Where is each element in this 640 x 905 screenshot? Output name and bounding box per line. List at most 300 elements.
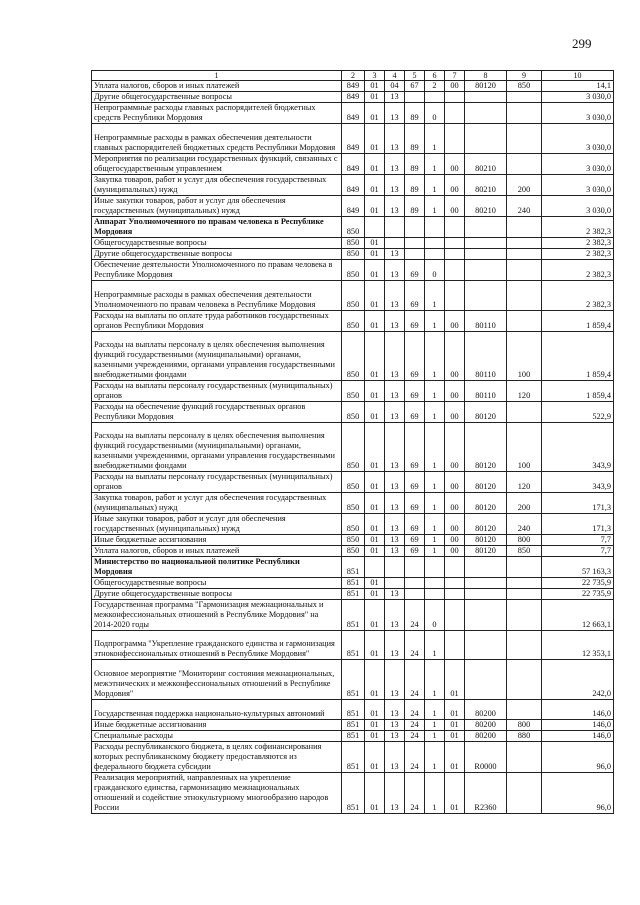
row-program <box>405 588 425 599</box>
table-row <box>92 237 614 248</box>
row-amount: 343,9 <box>542 422 614 471</box>
row-name: Подпрограмма "Укрепление гражданского единства и гармонизация этноконфессиональных отношений в Республике Мордовия" <box>92 630 342 660</box>
row-section: 01 <box>365 124 385 154</box>
row-subprogram <box>425 556 445 577</box>
row-event: 00 <box>445 401 465 422</box>
row-subprogram <box>425 248 445 259</box>
table-row <box>92 124 614 154</box>
row-event: 00 <box>445 534 465 545</box>
row-amount: 22 735,9 <box>542 577 614 588</box>
row-program: 69 <box>405 401 425 422</box>
row-event <box>445 259 465 280</box>
row-expense-type: 200 <box>507 174 542 195</box>
row-subprogram <box>425 237 445 248</box>
row-expense-type <box>507 92 542 103</box>
row-event: 00 <box>445 153 465 174</box>
row-section: 01 <box>365 331 385 380</box>
row-section: 01 <box>365 741 385 772</box>
table-row <box>92 92 614 103</box>
row-subsection: 04 <box>385 81 405 92</box>
row-program: 69 <box>405 422 425 471</box>
row-expense-type <box>507 577 542 588</box>
row-event: 00 <box>445 492 465 513</box>
table-row <box>92 630 614 660</box>
row-event: 00 <box>445 545 465 556</box>
table-row <box>92 577 614 588</box>
row-subprogram <box>425 588 445 599</box>
row-section: 01 <box>365 599 385 630</box>
row-amount: 3 030,0 <box>542 153 614 174</box>
row-name: Расходы на выплаты по оплате труда работников государственных органов Республики Мордовия <box>92 310 342 331</box>
row-subprogram: 2 <box>425 81 445 92</box>
row-amount: 146,0 <box>542 730 614 741</box>
row-name: Непрограммные расходы в рамках обеспечения деятельности главных распорядителей бюджетных средств Республики Мордовия <box>92 124 342 154</box>
table-row <box>92 492 614 513</box>
row-name: Уплата налогов, сборов и иных платежей <box>92 81 342 92</box>
row-expense-type: 200 <box>507 492 542 513</box>
row-amount: 2 382,3 <box>542 216 614 237</box>
row-section: 01 <box>365 248 385 259</box>
row-direction: 80120 <box>465 471 507 492</box>
table-row <box>92 380 614 401</box>
row-name: Расходы на выплаты персоналу государственных (муниципальных) органов <box>92 471 342 492</box>
row-section: 01 <box>365 81 385 92</box>
row-subsection: 13 <box>385 195 405 216</box>
row-program: 89 <box>405 124 425 154</box>
row-amount: 12 663,1 <box>542 599 614 630</box>
row-expense-type <box>507 248 542 259</box>
row-expense-type <box>507 630 542 660</box>
table-row <box>92 741 614 772</box>
row-subsection <box>385 216 405 237</box>
row-section: 01 <box>365 730 385 741</box>
row-event: 00 <box>445 310 465 331</box>
row-section: 01 <box>365 380 385 401</box>
row-program: 69 <box>405 380 425 401</box>
row-subsection: 13 <box>385 471 405 492</box>
row-event <box>445 556 465 577</box>
row-expense-type: 100 <box>507 422 542 471</box>
row-name: Общегосударственные вопросы <box>92 577 342 588</box>
row-gov-code: 850 <box>342 422 365 471</box>
row-subprogram: 1 <box>425 124 445 154</box>
row-expense-type <box>507 588 542 599</box>
row-gov-code: 849 <box>342 153 365 174</box>
table-row <box>92 153 614 174</box>
row-gov-code: 851 <box>342 660 365 699</box>
row-name: Уплата налогов, сборов и иных платежей <box>92 545 342 556</box>
row-event: 00 <box>445 331 465 380</box>
row-direction: 80200 <box>465 730 507 741</box>
row-section <box>365 556 385 577</box>
row-program: 69 <box>405 545 425 556</box>
row-direction: 80120 <box>465 422 507 471</box>
header-cell: 9 <box>507 71 542 81</box>
table-row <box>92 81 614 92</box>
row-expense-type: 850 <box>507 81 542 92</box>
row-direction: 80120 <box>465 534 507 545</box>
row-event <box>445 92 465 103</box>
row-direction <box>465 103 507 124</box>
row-direction: 80120 <box>465 401 507 422</box>
row-program: 89 <box>405 195 425 216</box>
row-name: Мероприятия по реализации государственных функций, связанных с общегосударственным управлением <box>92 153 342 174</box>
row-event: 00 <box>445 195 465 216</box>
row-subsection: 13 <box>385 259 405 280</box>
row-event <box>445 248 465 259</box>
row-direction: R0000 <box>465 741 507 772</box>
table-row <box>92 719 614 730</box>
row-program <box>405 237 425 248</box>
row-event: 01 <box>445 660 465 699</box>
row-direction: 80200 <box>465 719 507 730</box>
row-section <box>365 216 385 237</box>
row-event <box>445 280 465 310</box>
header-cell: 10 <box>542 71 614 81</box>
row-gov-code: 849 <box>342 195 365 216</box>
row-direction <box>465 259 507 280</box>
row-amount: 522,9 <box>542 401 614 422</box>
row-subprogram <box>425 92 445 103</box>
row-name: Иные бюджетные ассигнования <box>92 719 342 730</box>
header-cell: 1 <box>92 71 342 81</box>
row-section: 01 <box>365 195 385 216</box>
row-program: 69 <box>405 513 425 534</box>
row-name: Расходы на выплаты персоналу в целях обеспечения выполнения функций государственными (муниципальными) органами, казенными учреждениями, органами управления государственными внебюджетными фондами <box>92 331 342 380</box>
row-amount: 1 859,4 <box>542 380 614 401</box>
row-event: 00 <box>445 513 465 534</box>
row-section: 01 <box>365 92 385 103</box>
row-program: 69 <box>405 310 425 331</box>
row-gov-code: 849 <box>342 103 365 124</box>
table-row <box>92 588 614 599</box>
row-section: 01 <box>365 237 385 248</box>
row-subsection: 13 <box>385 103 405 124</box>
row-section: 01 <box>365 492 385 513</box>
row-direction: 80120 <box>465 492 507 513</box>
table-row <box>92 310 614 331</box>
row-section: 01 <box>365 401 385 422</box>
row-expense-type <box>507 153 542 174</box>
row-direction <box>465 577 507 588</box>
row-section: 01 <box>365 103 385 124</box>
row-program: 69 <box>405 534 425 545</box>
row-subsection: 13 <box>385 401 405 422</box>
row-subprogram: 1 <box>425 492 445 513</box>
row-subsection: 13 <box>385 588 405 599</box>
row-expense-type: 800 <box>507 534 542 545</box>
row-amount: 146,0 <box>542 699 614 719</box>
row-direction: 80120 <box>465 545 507 556</box>
table-row <box>92 422 614 471</box>
row-section: 01 <box>365 699 385 719</box>
row-name: Реализация мероприятий, направленных на укрепление гражданского единства, гармонизацию межнациональных отношений и содействие этнокультурному многообразию народов России <box>92 772 342 813</box>
row-subsection: 13 <box>385 545 405 556</box>
row-event: 01 <box>445 730 465 741</box>
row-amount: 2 382,3 <box>542 237 614 248</box>
row-event: 00 <box>445 471 465 492</box>
row-name: Государственная программа "Гармонизация межнациональных и межконфессиональных отношений в Республике Мордовия" на 2014-2020 годы <box>92 599 342 630</box>
row-amount: 3 030,0 <box>542 124 614 154</box>
row-expense-type <box>507 216 542 237</box>
row-gov-code: 850 <box>342 545 365 556</box>
row-amount: 12 353,1 <box>542 630 614 660</box>
row-amount: 2 382,3 <box>542 248 614 259</box>
row-subprogram: 1 <box>425 699 445 719</box>
row-section: 01 <box>365 719 385 730</box>
row-section: 01 <box>365 660 385 699</box>
row-section: 01 <box>365 310 385 331</box>
row-direction <box>465 237 507 248</box>
row-expense-type: 100 <box>507 331 542 380</box>
row-name: Иные бюджетные ассигнования <box>92 534 342 545</box>
table-row <box>92 331 614 380</box>
row-subsection: 13 <box>385 248 405 259</box>
table-row <box>92 599 614 630</box>
row-name: Другие общегосударственные вопросы <box>92 92 342 103</box>
table-row <box>92 699 614 719</box>
row-name: Основное мероприятие "Мониторинг состояния межнациональных, межэтнических и межконфессиональных отношений в Республике Мордовия" <box>92 660 342 699</box>
row-expense-type: 800 <box>507 719 542 730</box>
row-event <box>445 103 465 124</box>
row-name: Общегосударственные вопросы <box>92 237 342 248</box>
row-subprogram: 1 <box>425 310 445 331</box>
row-direction <box>465 248 507 259</box>
header-cell: 5 <box>405 71 425 81</box>
row-gov-code: 850 <box>342 513 365 534</box>
row-program: 24 <box>405 772 425 813</box>
row-amount: 7,7 <box>542 545 614 556</box>
row-subprogram: 1 <box>425 741 445 772</box>
row-gov-code: 850 <box>342 401 365 422</box>
row-subsection: 13 <box>385 660 405 699</box>
row-amount: 22 735,9 <box>542 588 614 599</box>
row-gov-code: 851 <box>342 577 365 588</box>
row-subsection: 13 <box>385 380 405 401</box>
table-row <box>92 259 614 280</box>
row-subsection: 13 <box>385 92 405 103</box>
row-subprogram: 1 <box>425 719 445 730</box>
row-program <box>405 248 425 259</box>
row-event: 01 <box>445 772 465 813</box>
row-name: Расходы республиканского бюджета, в целях софинансирования которых республиканскому бюджету предоставляются из федерального бюджета субсидии <box>92 741 342 772</box>
row-expense-type <box>507 741 542 772</box>
row-subprogram: 0 <box>425 103 445 124</box>
header-cell: 6 <box>425 71 445 81</box>
row-amount: 171,3 <box>542 513 614 534</box>
row-amount: 1 859,4 <box>542 331 614 380</box>
row-event: 00 <box>445 380 465 401</box>
row-direction <box>465 599 507 630</box>
row-gov-code: 850 <box>342 331 365 380</box>
row-subprogram <box>425 216 445 237</box>
row-amount: 2 382,3 <box>542 259 614 280</box>
row-program: 69 <box>405 280 425 310</box>
row-subprogram: 1 <box>425 195 445 216</box>
row-program <box>405 577 425 588</box>
row-program: 24 <box>405 730 425 741</box>
table-row <box>92 280 614 310</box>
row-program: 24 <box>405 630 425 660</box>
row-direction <box>465 216 507 237</box>
row-gov-code: 851 <box>342 730 365 741</box>
row-program <box>405 92 425 103</box>
row-event <box>445 630 465 660</box>
table-row <box>92 545 614 556</box>
row-gov-code: 850 <box>342 248 365 259</box>
row-expense-type <box>507 124 542 154</box>
row-expense-type <box>507 556 542 577</box>
row-subprogram: 1 <box>425 153 445 174</box>
row-event <box>445 577 465 588</box>
row-subprogram: 0 <box>425 599 445 630</box>
row-program: 89 <box>405 153 425 174</box>
row-gov-code: 849 <box>342 124 365 154</box>
row-amount: 146,0 <box>542 719 614 730</box>
row-program: 89 <box>405 103 425 124</box>
row-subsection: 13 <box>385 741 405 772</box>
row-subsection: 13 <box>385 699 405 719</box>
row-event <box>445 124 465 154</box>
row-section: 01 <box>365 280 385 310</box>
row-name: Другие общегосударственные вопросы <box>92 588 342 599</box>
header-cell: 4 <box>385 71 405 81</box>
row-name: Расходы на выплаты персоналу государственных (муниципальных) органов <box>92 380 342 401</box>
row-name: Обеспечение деятельности Уполномоченного по правам человека в Республике Мордовия <box>92 259 342 280</box>
row-name: Закупка товаров, работ и услуг для обеспечения государственных (муниципальных) нужд <box>92 492 342 513</box>
row-gov-code: 851 <box>342 630 365 660</box>
row-subprogram: 1 <box>425 534 445 545</box>
row-gov-code: 851 <box>342 588 365 599</box>
row-program: 69 <box>405 331 425 380</box>
row-expense-type <box>507 699 542 719</box>
row-direction <box>465 124 507 154</box>
row-event <box>445 599 465 630</box>
row-amount: 1 859,4 <box>542 310 614 331</box>
row-amount: 3 030,0 <box>542 195 614 216</box>
row-program: 69 <box>405 259 425 280</box>
row-subsection: 13 <box>385 422 405 471</box>
row-name: Специальные расходы <box>92 730 342 741</box>
row-direction <box>465 630 507 660</box>
row-section: 01 <box>365 153 385 174</box>
row-gov-code: 851 <box>342 699 365 719</box>
row-subprogram: 1 <box>425 630 445 660</box>
row-program: 69 <box>405 471 425 492</box>
table-row <box>92 195 614 216</box>
row-name: Иные закупки товаров, работ и услуг для обеспечения государственных (муниципальных) нужд <box>92 513 342 534</box>
row-expense-type <box>507 772 542 813</box>
row-section: 01 <box>365 513 385 534</box>
row-subprogram <box>425 577 445 588</box>
row-subsection: 13 <box>385 174 405 195</box>
row-name: Непрограммные расходы в рамках обеспечения деятельности Уполномоченного по правам человека в Республике Мордовия <box>92 280 342 310</box>
table-row <box>92 660 614 699</box>
row-section: 01 <box>365 545 385 556</box>
row-direction: 80120 <box>465 513 507 534</box>
row-direction: 80210 <box>465 174 507 195</box>
row-program: 24 <box>405 660 425 699</box>
row-direction: 80110 <box>465 380 507 401</box>
row-expense-type <box>507 310 542 331</box>
row-subsection: 13 <box>385 534 405 545</box>
row-event: 00 <box>445 81 465 92</box>
row-gov-code: 850 <box>342 492 365 513</box>
row-subprogram: 1 <box>425 174 445 195</box>
row-subprogram: 1 <box>425 422 445 471</box>
row-section: 01 <box>365 772 385 813</box>
row-amount: 3 030,0 <box>542 92 614 103</box>
row-program: 24 <box>405 599 425 630</box>
row-expense-type <box>507 280 542 310</box>
row-direction: 80210 <box>465 153 507 174</box>
row-gov-code: 850 <box>342 237 365 248</box>
table-row <box>92 772 614 813</box>
row-section: 01 <box>365 422 385 471</box>
row-name: Непрограммные расходы главных распорядителей бюджетных средств Республики Мордовия <box>92 103 342 124</box>
row-subprogram: 1 <box>425 772 445 813</box>
row-event <box>445 588 465 599</box>
row-amount: 96,0 <box>542 741 614 772</box>
table-row <box>92 248 614 259</box>
row-section: 01 <box>365 174 385 195</box>
row-subsection: 13 <box>385 153 405 174</box>
row-section: 01 <box>365 588 385 599</box>
row-subsection: 13 <box>385 599 405 630</box>
row-subprogram: 1 <box>425 545 445 556</box>
row-gov-code: 849 <box>342 174 365 195</box>
row-direction <box>465 280 507 310</box>
row-direction: 80200 <box>465 699 507 719</box>
row-subprogram: 1 <box>425 331 445 380</box>
row-event <box>445 216 465 237</box>
row-name: Аппарат Уполномоченного по правам человека в Республике Мордовия <box>92 216 342 237</box>
row-event: 01 <box>445 741 465 772</box>
row-expense-type: 120 <box>507 471 542 492</box>
row-gov-code: 849 <box>342 92 365 103</box>
row-program: 24 <box>405 719 425 730</box>
budget-table <box>91 70 614 814</box>
row-event: 00 <box>445 422 465 471</box>
row-amount: 242,0 <box>542 660 614 699</box>
row-expense-type: 880 <box>507 730 542 741</box>
row-expense-type: 850 <box>507 545 542 556</box>
row-expense-type: 120 <box>507 380 542 401</box>
row-amount: 96,0 <box>542 772 614 813</box>
row-direction: 80110 <box>465 331 507 380</box>
row-name: Закупка товаров, работ и услуг для обеспечения государственных (муниципальных) нужд <box>92 174 342 195</box>
row-name: Иные закупки товаров, работ и услуг для обеспечения государственных (муниципальных) нужд <box>92 195 342 216</box>
row-amount: 7,7 <box>542 534 614 545</box>
row-gov-code: 851 <box>342 556 365 577</box>
row-subsection: 13 <box>385 310 405 331</box>
row-subsection: 13 <box>385 280 405 310</box>
row-direction: 80120 <box>465 81 507 92</box>
row-gov-code: 849 <box>342 81 365 92</box>
row-direction <box>465 660 507 699</box>
row-section: 01 <box>365 630 385 660</box>
row-subsection: 13 <box>385 730 405 741</box>
table-row <box>92 556 614 577</box>
row-gov-code: 850 <box>342 471 365 492</box>
row-subprogram: 1 <box>425 660 445 699</box>
row-event: 01 <box>445 699 465 719</box>
row-expense-type <box>507 660 542 699</box>
row-subprogram: 1 <box>425 513 445 534</box>
row-direction: R2360 <box>465 772 507 813</box>
row-program: 69 <box>405 492 425 513</box>
row-section: 01 <box>365 259 385 280</box>
